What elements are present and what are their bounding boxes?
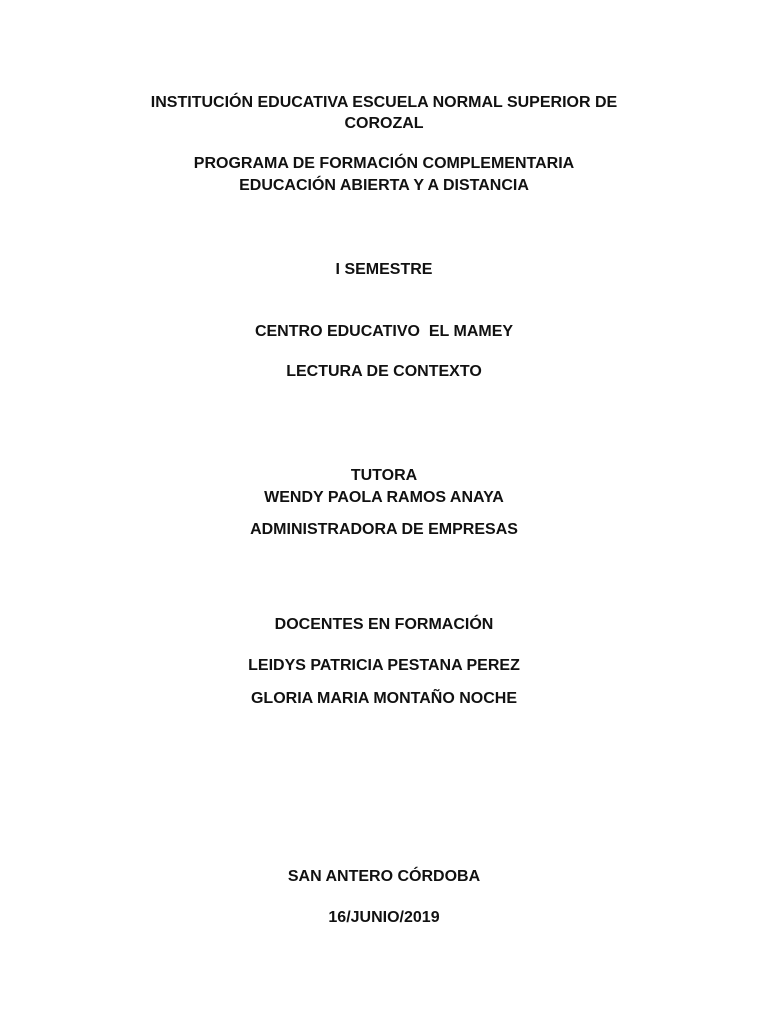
institution-line-2: COROZAL [344, 115, 424, 132]
tutor-label: TUTORA [350, 467, 418, 484]
educational-center: CENTRO EDUCATIVO EL MAMEY [254, 323, 514, 340]
program-line-2: EDUCACIÓN ABIERTA Y A DISTANCIA [239, 177, 529, 194]
tutor-profession: ADMINISTRADORA DE EMPRESAS [250, 521, 518, 538]
location: SAN ANTERO CÓRDOBA [287, 868, 481, 885]
program-line-1: PROGRAMA DE FORMACIÓN COMPLEMENTARIA [193, 155, 575, 172]
institution-line-1: INSTITUCIÓN EDUCATIVA ESCUELA NORMAL SUPERIOR DE [150, 94, 618, 111]
trainees-label: DOCENTES EN FORMACIÓN [274, 616, 494, 633]
trainee-name: LEIDYS PATRICIA PESTANA PEREZ [248, 657, 520, 674]
trainee-name: GLORIA MARIA MONTAÑO NOCHE [250, 690, 518, 707]
semester: I SEMESTRE [335, 261, 433, 278]
tutor-name: WENDY PAOLA RAMOS ANAYA [264, 489, 504, 506]
document-title: LECTURA DE CONTEXTO [286, 363, 482, 380]
date: 16/JUNIO/2019 [328, 909, 440, 926]
